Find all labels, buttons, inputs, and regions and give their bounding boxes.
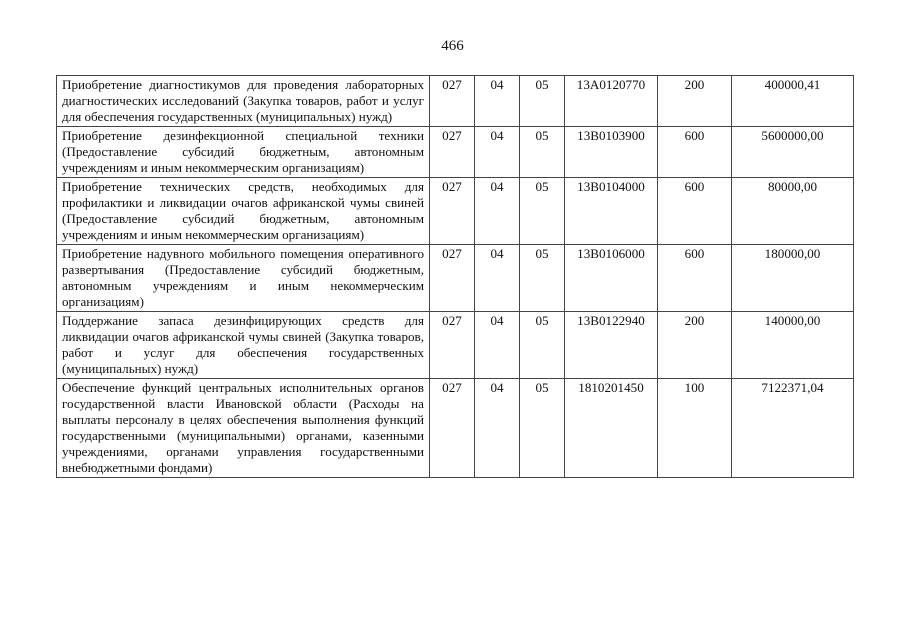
row-description: Приобретение надувного мобильного помещения оперативного развертывания (Предоставление субсидий бюджетным, автономным учреждениям и иным некоммерческим организациям) <box>57 245 430 312</box>
subsection-code: 05 <box>520 127 565 178</box>
subsection-code: 05 <box>520 178 565 245</box>
row-description: Приобретение технических средств, необходимых для профилактики и ликвидации очагов африканской чумы свиней (Предоставление субсидий бюджетным, автономным учреждениям и иным некоммерческим организациям) <box>57 178 430 245</box>
amount: 180000,00 <box>732 245 854 312</box>
target-article-code: 13А0120770 <box>565 76 658 127</box>
subsection-code: 05 <box>520 245 565 312</box>
subsection-code: 05 <box>520 312 565 379</box>
ministry-code: 027 <box>430 127 475 178</box>
section-code: 04 <box>475 379 520 478</box>
ministry-code: 027 <box>430 245 475 312</box>
row-description: Поддержание запаса дезинфицирующих средств для ликвидации очагов африканской чумы свиней (Закупка товаров, работ и услуг для обеспечения государственных (муниципальных) нужд) <box>57 312 430 379</box>
section-code: 04 <box>475 76 520 127</box>
ministry-code: 027 <box>430 379 475 478</box>
ministry-code: 027 <box>430 178 475 245</box>
expense-type-code: 600 <box>658 178 732 245</box>
amount: 5600000,00 <box>732 127 854 178</box>
expense-type-code: 600 <box>658 127 732 178</box>
section-code: 04 <box>475 127 520 178</box>
amount: 400000,41 <box>732 76 854 127</box>
expense-type-code: 100 <box>658 379 732 478</box>
ministry-code: 027 <box>430 312 475 379</box>
amount: 140000,00 <box>732 312 854 379</box>
expense-type-code: 600 <box>658 245 732 312</box>
row-description: Приобретение дезинфекционной специальной техники (Предоставление субсидий бюджетным, автономным учреждениям и иным некоммерческим организациям) <box>57 127 430 178</box>
amount: 80000,00 <box>732 178 854 245</box>
expense-type-code: 200 <box>658 312 732 379</box>
section-code: 04 <box>475 178 520 245</box>
target-article-code: 1810201450 <box>565 379 658 478</box>
page-number: 466 <box>441 38 464 54</box>
amount: 7122371,04 <box>732 379 854 478</box>
table-row <box>57 127 854 178</box>
target-article-code: 13В0106000 <box>565 245 658 312</box>
budget-table <box>56 75 854 478</box>
row-description: Приобретение диагностикумов для проведения лабораторных диагностических исследований (Закупка товаров, работ и услуг для обеспечения государственных (муниципальных) нужд) <box>57 76 430 127</box>
section-code: 04 <box>475 245 520 312</box>
table-row <box>57 312 854 379</box>
table-row <box>57 245 854 312</box>
target-article-code: 13В0103900 <box>565 127 658 178</box>
target-article-code: 13В0122940 <box>565 312 658 379</box>
row-description: Обеспечение функций центральных исполнительных органов государственной власти Ивановской области (Расходы на выплаты персоналу в целях обеспечения выполнения функций государственными (муниципальными) органами, казенными учреждениями, органами управления государственными внебюджетными фондами) <box>57 379 430 478</box>
table-row <box>57 178 854 245</box>
ministry-code: 027 <box>430 76 475 127</box>
section-code: 04 <box>475 312 520 379</box>
subsection-code: 05 <box>520 76 565 127</box>
target-article-code: 13В0104000 <box>565 178 658 245</box>
expense-type-code: 200 <box>658 76 732 127</box>
subsection-code: 05 <box>520 379 565 478</box>
table-row <box>57 379 854 478</box>
table-row <box>57 76 854 127</box>
